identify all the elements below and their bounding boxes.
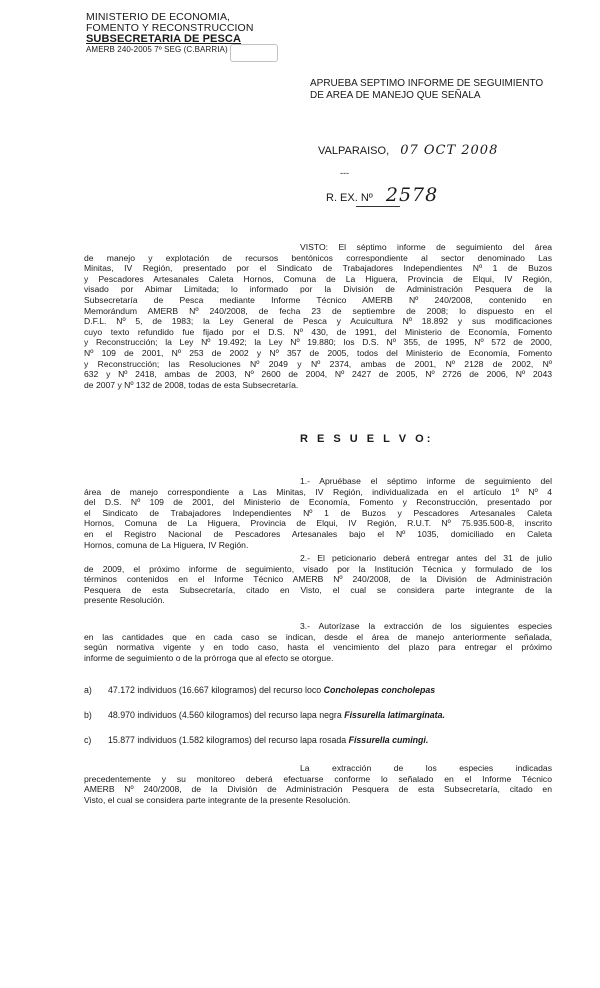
reference-code: AMERB 240-2005 7º SEG (C.BARRIA): [86, 45, 228, 54]
resolution-number-value: 2578: [385, 184, 439, 206]
paragraph-line: términos contenidos en el Informe Técnico AMERB Nº 240/2008, de la División de Administración: [84, 574, 552, 585]
paragraph-line: y Reconstrucción; la Ley Nº 19.492; la Ley Nº 19.880; los D.S. Nº 355, de 1995, Nº 572 de 2000,: [84, 337, 552, 348]
paragraph-line: Nº 109 de 2001, Nº 253 de 2002 y Nº 357 de 2005, todos del Ministerio de Economía, Fomento: [84, 347, 552, 358]
resuelvo-heading: R E S U E L V O:: [300, 433, 434, 445]
paragraph-line: AMERB Nº 240/2008, de la División de Administración Pesquera de esta Subsecretaría, citado en: [84, 784, 552, 795]
paragraph-line: en el Registro Nacional de Pescadores Artesanales bajo el Nº 1035, domiciliado en Caleta: [84, 528, 552, 539]
ministry-line-2: FOMENTO Y RECONSTRUCCION: [86, 22, 254, 34]
species-item-c: [84, 735, 554, 746]
subsecretaria-title: SUBSECRETARIA DE PESCA: [86, 33, 241, 45]
paragraph-line: según normativa vigente y en todo caso, hasta el vencimiento del plazo para entregar el próximo: [84, 642, 552, 653]
dash-mark: ---: [340, 168, 349, 178]
item-label: a): [84, 685, 92, 695]
paragraph-line: 632 y Nº 2418, ambas de 2003, Nº 2600 de 2004, Nº 2427 de 2005, Nº 2726 de 2006, Nº 2043: [84, 369, 552, 380]
paragraph-line: de 2007 y Nº 132 de 2008, todas de esta Subsecretaría.: [84, 379, 299, 390]
resolution-subject: [310, 78, 580, 102]
paragraph-line: Minitas, IV Región, presentado por el Sindicato de Trabajadores Independientes Nº 1 de Buzos: [84, 263, 552, 274]
resolution-prefix: R. EX. Nº: [326, 192, 373, 204]
point-3-paragraph: [84, 621, 552, 663]
paragraph-line: D.F.L. Nº 5, de 1983; la Ley General de Pesca y Acuicultura Nº 18.892 y sus modificaciones: [84, 316, 552, 327]
visto-paragraph: [84, 242, 552, 390]
paragraph-line: presente Resolución.: [84, 595, 165, 606]
paragraph-line: área de manejo correspondiente a Las Minitas, IV Región, individualizada en el artículo 1º Nº 4: [84, 486, 552, 497]
paragraph-line: informe de seguimiento o de la prórroga que al efecto se otorgue.: [84, 652, 334, 663]
paragraph-line: y Pescadores Artesanales Caleta Hornos, Comuna de La Higuera, Provincia de Elqui, IV Región,: [84, 273, 552, 284]
subject-line-2: DE AREA DE MANEJO QUE SEÑALA: [310, 90, 481, 101]
paragraph-line: Hornos, Comuna de La Higuera, Provincia de Elqui, IV Región, R.U.T. Nº 75.935.500-8, inscrito: [84, 518, 552, 529]
paragraph-line: 1.- Apruébase el séptimo informe de seguimiento del: [300, 476, 552, 486]
paragraph-line: 3.- Autorízase la extracción de los siguientes especies: [300, 621, 552, 631]
faint-stamp: [230, 44, 278, 62]
item-label: c): [84, 735, 92, 745]
species-name: Fissurella cumingi.: [348, 735, 429, 745]
paragraph-line: Hornos, comuna de La Higuera, IV Región.: [84, 539, 249, 550]
paragraph-line: visado por Abimar Limitada; lo informado por la División de Administración Pesquera de la: [84, 284, 552, 295]
place-date: [318, 143, 498, 158]
city: VALPARAISO,: [318, 145, 390, 157]
item-label: b): [84, 710, 92, 720]
paragraph-line: cuyo texto refundido fue fijado por el D.S. Nº 430, de 1991, del Ministerio de Economía, Fomento: [84, 326, 552, 337]
resolution-underline: [356, 206, 400, 207]
item-text: 48.970 individuos (4.560 kilogramos) del recurso lapa negra: [108, 710, 345, 720]
paragraph-line: Subsecretaría de Pesca mediante Informe Técnico AMERB Nº 240/2008, contenido en: [84, 294, 552, 305]
subject-line-1: APRUEBA SEPTIMO INFORME DE SEGUIMIENTO: [310, 78, 544, 89]
item-text: 15.877 individuos (1.582 kilogramos) del recurso lapa rosada: [108, 735, 349, 745]
paragraph-line: de manejo y explotación de recursos bentónicos correspondiente al sector denominado Las: [84, 252, 552, 263]
point-1-paragraph: [84, 476, 552, 550]
item-text: 47.172 individuos (16.667 kilogramos) del recurso loco: [108, 685, 324, 695]
paragraph-line: La extracción de los especies indicadas: [300, 763, 552, 773]
paragraph-line: del D.S. Nº 109 de 2001, del Ministerio de Economía, Fomento y Reconstrucción, presentado por: [84, 497, 552, 508]
paragraph-line: en las cantidades que en cada caso se indican, desde el área de manejo anteriormente señalada,: [84, 631, 552, 642]
paragraph-line: 2.- El peticionario deberá entregar antes del 31 de julio: [300, 553, 552, 563]
date-stamp: 07 OCT 2008: [400, 143, 499, 158]
species-item-a: [84, 685, 554, 696]
paragraph-line: Memorándum AMERB Nº 240/2008, de fecha 23 de septiembre de 2008; lo dispuesto en el: [84, 305, 552, 316]
species-name: Concholepas concholepas: [323, 685, 436, 695]
paragraph-line: de 2009, el próximo informe de seguimiento, visado por la Institución Técnica y formulado de los: [84, 563, 552, 574]
paragraph-line: y Reconstrucción; las Resoluciones Nº 2049 y Nº 2374, ambas de 2001, Nº 2128 de 2002, Nº: [84, 358, 552, 369]
paragraph-line: precedentemente y su monitoreo deberá efectuarse conforme lo señalado en el Informe Técnico: [84, 773, 552, 784]
paragraph-line: el Sindicato de Trabajadores Independientes Nº 1 de Buzos y Pescadores Artesanales Caleta: [84, 507, 552, 518]
resolution-number: [326, 184, 438, 206]
species-name: Fissurella latimarginata.: [344, 710, 445, 720]
point-4-paragraph: [84, 763, 552, 805]
paragraph-line: Visto, el cual se considera parte integrante de la presente Resolución.: [84, 794, 351, 805]
species-item-b: [84, 710, 554, 721]
point-2-paragraph: [84, 553, 552, 606]
paragraph-line: Pesquera de esta Subsecretaría, citado en Visto, el cual se considera parte integrante de la: [84, 584, 552, 595]
ministry-line-1: MINISTERIO DE ECONOMIA,: [86, 11, 231, 23]
paragraph-line: VISTO: El séptimo informe de seguimiento del área: [300, 242, 552, 252]
